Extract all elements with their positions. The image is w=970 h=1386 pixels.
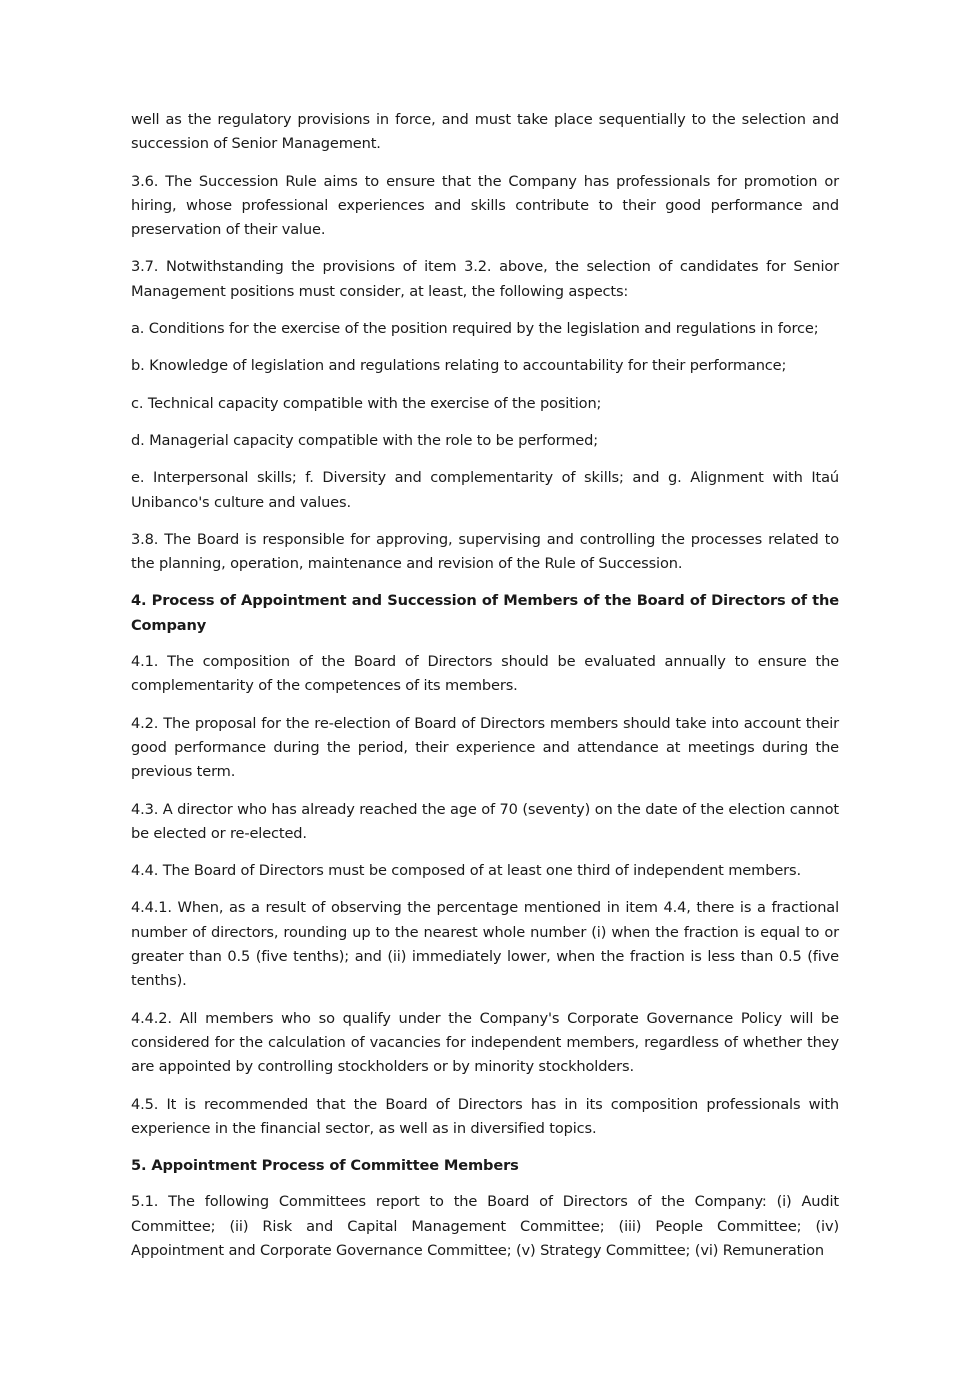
paragraph-3-6: 3.6. The Succession Rule aims to ensure that the Company has professionals for promotion or hiring, whose professional experiences and skills contribute to their good performance and preservation of their value. — [131, 172, 839, 239]
section-heading-5: 5. Appointment Process of Committee Members — [131, 1157, 519, 1175]
paragraph-3-8: 3.8. The Board is responsible for approving, supervising and controlling the processes related to the planning, operation, maintenance and revision of the Rule of Succession. — [131, 530, 839, 573]
paragraph-4-3: 4.3. A director who has already reached the age of 70 (seventy) on the date of the election cannot be elected or re-elected. — [131, 800, 839, 842]
paragraph-4-4-2: 4.4.2. All members who so qualify under the Company's Corporate Governance Policy will be considered for the calculation of vacancies for independent members, regardless of whether they are appointed by controlling stockholders or by minority stockholders. — [131, 1009, 839, 1076]
list-item-e-f-g: e. Interpersonal skills; f. Diversity and complementarity of skills; and g. Alignment with Itaú Unibanco's culture and values. — [131, 469, 839, 511]
list-item-a: a. Conditions for the exercise of the position required by the legislation and regulations in force; — [131, 320, 819, 338]
paragraph-4-5: 4.5. It is recommended that the Board of Directors has in its composition professionals with experience in the financial sector, as well as in diversified topics. — [131, 1095, 839, 1137]
paragraph-4-4: 4.4. The Board of Directors must be composed of at least one third of independent members. — [131, 862, 801, 880]
paragraph-4-2: 4.2. The proposal for the re-election of Board of Directors members should take into account their good performance during the period, their experience and attendance at meetings during the previous term. — [131, 714, 839, 781]
list-item-b: b. Knowledge of legislation and regulations relating to accountability for their performance; — [131, 357, 787, 375]
section-heading-4: 4. Process of Appointment and Succession of Members of the Board of Directors of the Company — [131, 592, 839, 634]
paragraph-5-1: 5.1. The following Committees report to the Board of Directors of the Company: (i) Audit Committee; (ii) Risk and Capital Management Committee; (iii) People Committee; (iv) Appointment and Corporate Governance Committee; (v) Strategy Committee; (vi) Remuneration — [131, 1193, 839, 1259]
paragraph-4-4-1: 4.4.1. When, as a result of observing the percentage mentioned in item 4.4, there is a fractional number of directors, rounding up to the nearest whole number (i) when the fraction is equal to or greater than 0.5 (five tenths); and (ii) immediately lower, when the fraction is less than 0.5 (five tenths). — [131, 899, 839, 990]
document-page — [131, 108, 839, 1276]
paragraph-continuation: well as the regulatory provisions in force, and must take place sequentially to the selection and succession of Senior Management. — [131, 111, 839, 153]
list-item-c: c. Technical capacity compatible with the exercise of the position; — [131, 394, 602, 412]
paragraph-4-1: 4.1. The composition of the Board of Directors should be evaluated annually to ensure the complementarity of the competences of its members. — [131, 653, 839, 695]
list-item-d: d. Managerial capacity compatible with the role to be performed; — [131, 431, 599, 449]
paragraph-3-7: 3.7. Notwithstanding the provisions of item 3.2. above, the selection of candidates for Senior Management positions must consider, at least, the following aspects: — [131, 258, 839, 300]
